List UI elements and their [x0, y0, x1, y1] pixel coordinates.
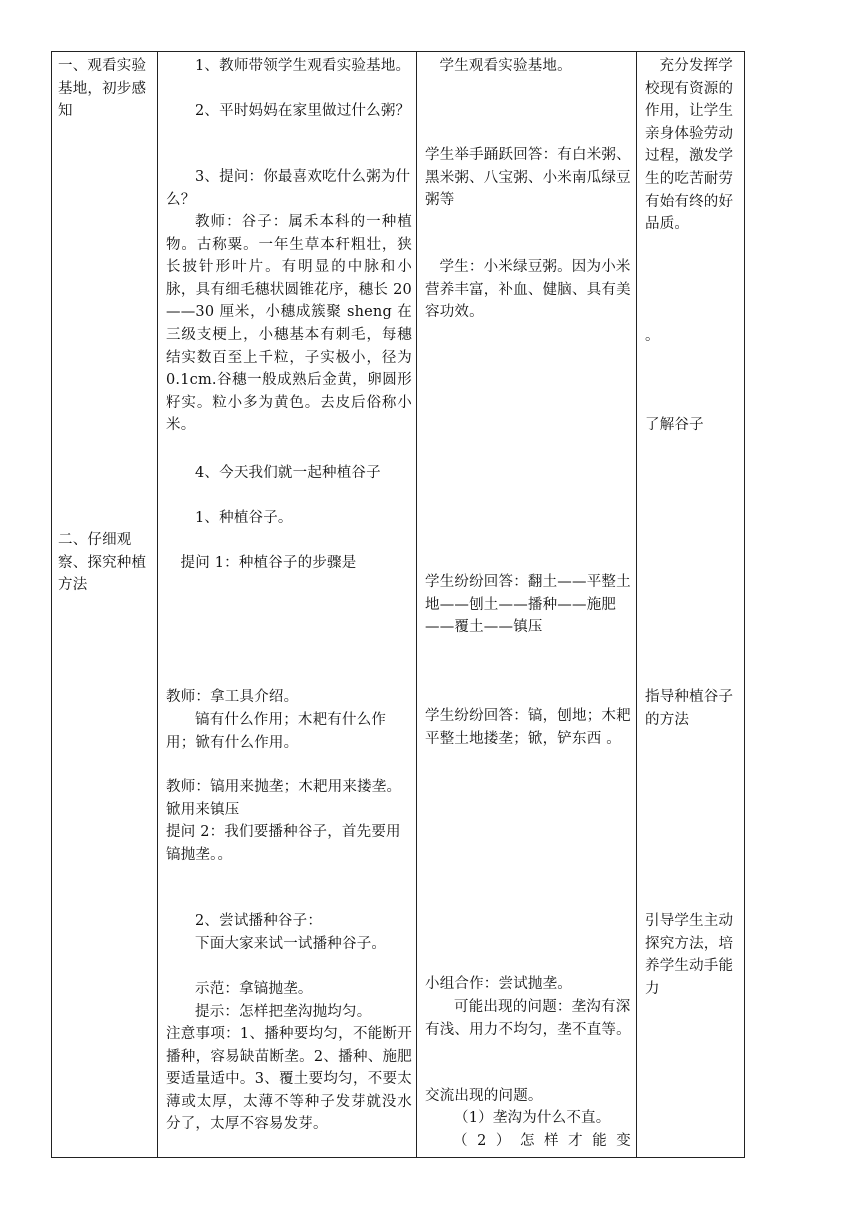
- teacher-text: 提问 2：我们要播种谷子，首先要用镐抛垄。。: [166, 824, 401, 863]
- teacher-text: 3、提问：你最喜欢吃什么粥为什么？: [166, 169, 411, 208]
- teacher-text: 提示：怎样把垄沟抛均匀。: [195, 1004, 372, 1020]
- student-text: 小组合作：尝试抛垄。: [425, 976, 572, 992]
- teacher-text: 下面大家来试一试播种谷子。: [195, 936, 387, 952]
- teacher-text: 镐有什么作用；木耙有什么作用；锨有什么作用。: [166, 712, 387, 751]
- intent-text: 了解谷子: [645, 417, 704, 433]
- intent-text: 充分发挥学校现有资源的作用，让学生亲身体验劳动过程，激发学生的吃苦耐劳有始有终的好品质。: [645, 58, 734, 233]
- student-activity-column: [417, 52, 637, 1158]
- student-text: （2）怎样才能变: [453, 1133, 631, 1149]
- design-intent-column: [637, 52, 745, 1158]
- student-text: 可能出现的问题：垄沟有深有浅、用力不均匀，垄不直等。: [425, 999, 631, 1038]
- teacher-text: 教师：谷子：属禾本科的一种植物。古称粟。一年生草本秆粗壮，狭长披针形叶片。有明显的中脉和小脉，具有细毛穗状圆锥花序，穗长 20——30 厘米，小穗成簇聚 sheng 在三级支梗上，小穗基本有刺毛，每穗结实数百至上千粒，子实极小，径为 0.1cm.谷穗一般成熟后金黄，卵圆形籽实。粒小多为黄色。去皮后俗称小米。: [166, 214, 412, 434]
- lesson-plan-table: [51, 51, 745, 1158]
- student-text: 交流出现的问题。: [425, 1088, 543, 1104]
- intent-text: 引导学生主动探究方法，培养学生动手能力: [645, 913, 734, 997]
- teacher-text: 教师：镐用来抛垄；木耙用来搂垄。锨用来镇压: [166, 779, 402, 818]
- stage-column: [52, 52, 158, 1158]
- intent-text: 指导种植谷子的方法: [645, 689, 734, 728]
- student-text: 学生举手踊跃回答：有白米粥、黑米粥、八宝粥、小米南瓜绿豆粥等: [425, 147, 631, 209]
- teacher-text: 教师：拿工具介绍。: [166, 689, 299, 705]
- student-text: 学生观看实验基地。: [439, 58, 572, 74]
- teacher-text: 2、平时妈妈在家里做过什么粥？: [195, 103, 411, 119]
- student-text: （1）垄沟为什么不直。: [454, 1110, 611, 1126]
- teacher-text: 示范：拿镐抛垄。: [195, 981, 313, 997]
- stage-2-title: 二、仔细观察、探究种植方法: [58, 532, 147, 594]
- table-row: [52, 52, 745, 1158]
- teacher-text: 1、教师带领学生观看实验基地。: [195, 58, 411, 74]
- teacher-text: 注意事项：1、播种要均匀，不能断开播种，容易缺苗断垄。2、播种、施肥要适量适中。3、覆土要均匀，不要太薄或太厚，太薄不等种子发芽就没水分了，太厚不容易发芽。: [166, 1026, 412, 1133]
- teacher-text: 4、今天我们就一起种植谷子: [195, 465, 381, 481]
- intent-text: 。: [645, 328, 660, 344]
- stage-1-title: 一、观看实验基地，初步感知: [58, 58, 147, 120]
- student-text: 学生纷纷回答：翻土——平整土地——刨土——播种——施肥——覆土——镇压: [425, 574, 631, 636]
- student-text: 学生：小米绿豆粥。因为小米营养丰富，补血、健脑、具有美容功效。: [425, 259, 631, 321]
- teacher-text: 2、尝试播种谷子：: [195, 913, 323, 929]
- teacher-text: 提问 1：种植谷子的步骤是: [180, 555, 357, 571]
- teacher-text: 1、种植谷子。: [195, 510, 293, 526]
- teacher-activity-column: [158, 52, 417, 1158]
- student-text: 学生纷纷回答：镐，刨地；木耙平整土地搂垄；锨，铲东西 。: [425, 708, 631, 747]
